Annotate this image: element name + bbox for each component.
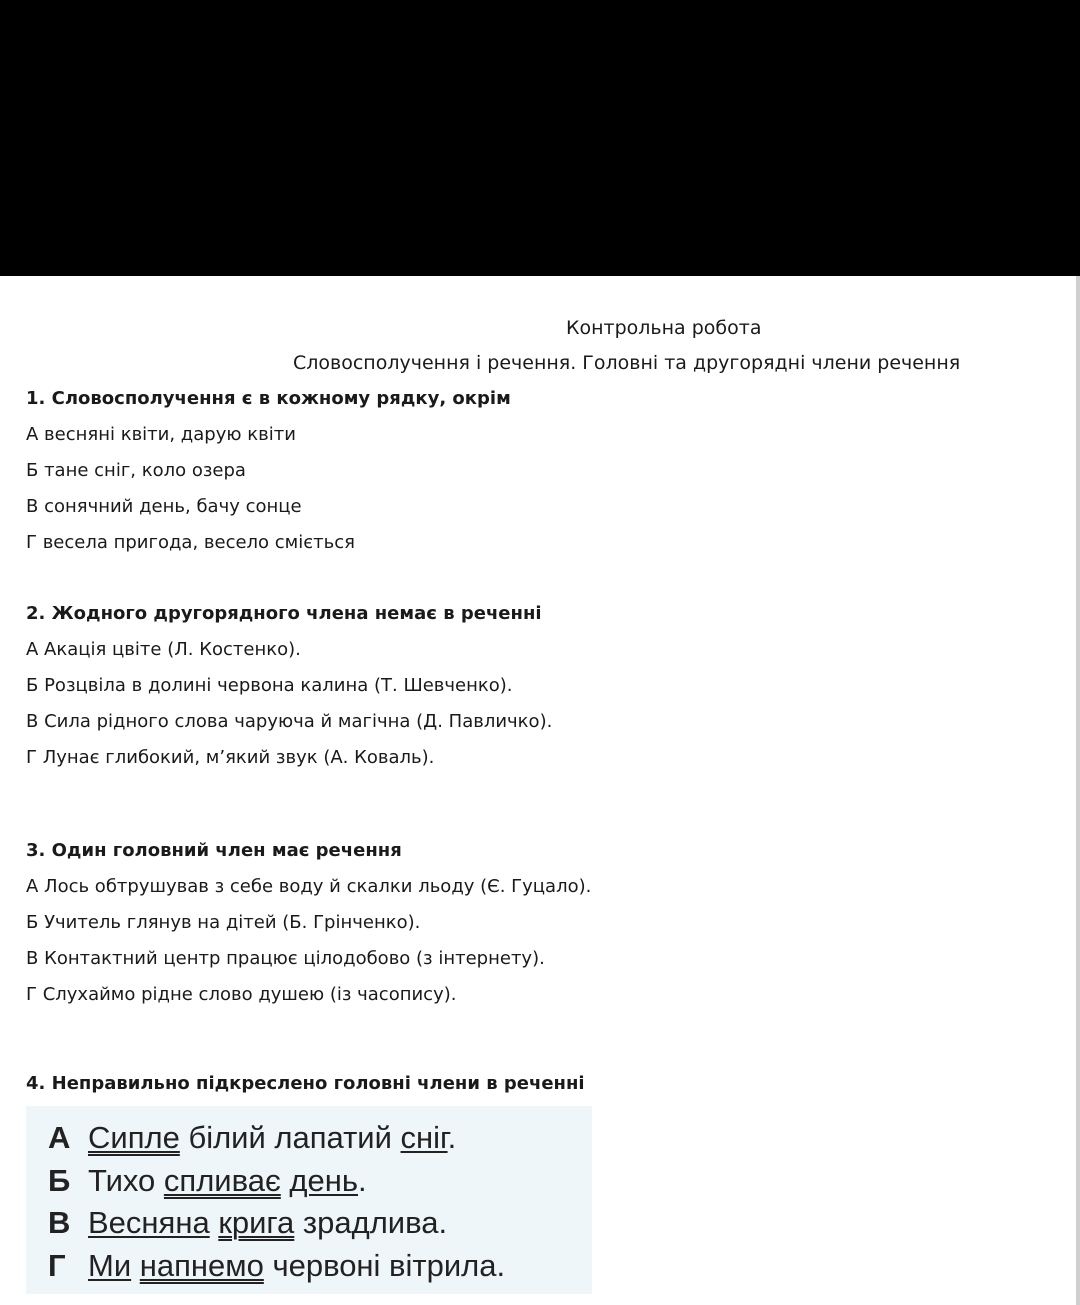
question-2 [26,602,1066,770]
question-3-option-h: Г Слухаймо рідне слово душею (із часопису). [26,984,457,1005]
word: зрадлива. [294,1205,448,1240]
word: Ми [88,1248,132,1283]
question-1-option-v: В сонячний день, бачу сонце [26,496,302,517]
question-2-title: 2. Жодного другорядного члена немає в реченні [26,603,542,624]
word: Тихо [88,1163,164,1198]
word: . [358,1163,367,1198]
question-1 [26,387,1066,555]
document-page [0,276,1080,1305]
word: крига [218,1205,295,1240]
word: Сипле [88,1120,180,1155]
option-letter: Г [48,1248,66,1283]
question-2-option-a: А Акація цвіте (Л. Костенко). [26,639,301,660]
question-4-option-b [48,1161,367,1201]
question-1-option-h: Г весела пригода, весело сміється [26,532,355,553]
question-1-title: 1. Словосполучення є в кожному рядку, окрім [26,388,511,409]
option-letter: Б [48,1163,71,1198]
question-2-option-v: В Сила рідного слова чаруюча й магічна (Д. Павличко). [26,711,553,732]
question-4-option-a [48,1118,456,1158]
word: спливає [163,1163,281,1198]
question-1-option-b: Б тане сніг, коло озера [26,460,246,481]
word: день [289,1163,359,1198]
question-3-option-v: В Контактний центр працює цілодобово (з інтернету). [26,948,545,969]
question-3-title: 3. Один головний член має речення [26,840,402,861]
word: . [447,1120,457,1155]
question-1-option-a: А весняні квіти, дарую квіти [26,424,296,445]
question-4-options-panel [26,1106,592,1294]
word [131,1248,140,1283]
word: напнемо [139,1248,264,1283]
option-letter: В [48,1205,71,1240]
word: червоні вітрила. [263,1248,506,1283]
word: білий лапатий [179,1120,401,1155]
question-4-title: 4. Неправильно підкреслено головні члени в реченні [26,1073,585,1094]
page-right-edge [1076,276,1080,1305]
word: Весняна [88,1205,210,1240]
question-4-option-h [48,1246,505,1286]
word: сніг [400,1120,448,1155]
black-top-band [0,0,1080,276]
question-3-option-b: Б Учитель глянув на дітей (Б. Грінченко). [26,912,421,933]
document-subtitle: Словосполучення і речення. Головні та другорядні члени речення [293,352,961,374]
question-3 [26,839,1066,1007]
question-4-option-v [48,1203,447,1243]
option-letter: А [48,1120,71,1155]
question-3-option-a: А Лось обтрушував з себе воду й скалки льоду (Є. Гуцало). [26,876,592,897]
question-2-option-b: Б Розцвіла в долині червона калина (Т. Шевченко). [26,675,513,696]
question-2-option-h: Г Лунає глибокий, м’який звук (А. Коваль). [26,747,435,768]
document-title: Контрольна робота [566,317,762,339]
